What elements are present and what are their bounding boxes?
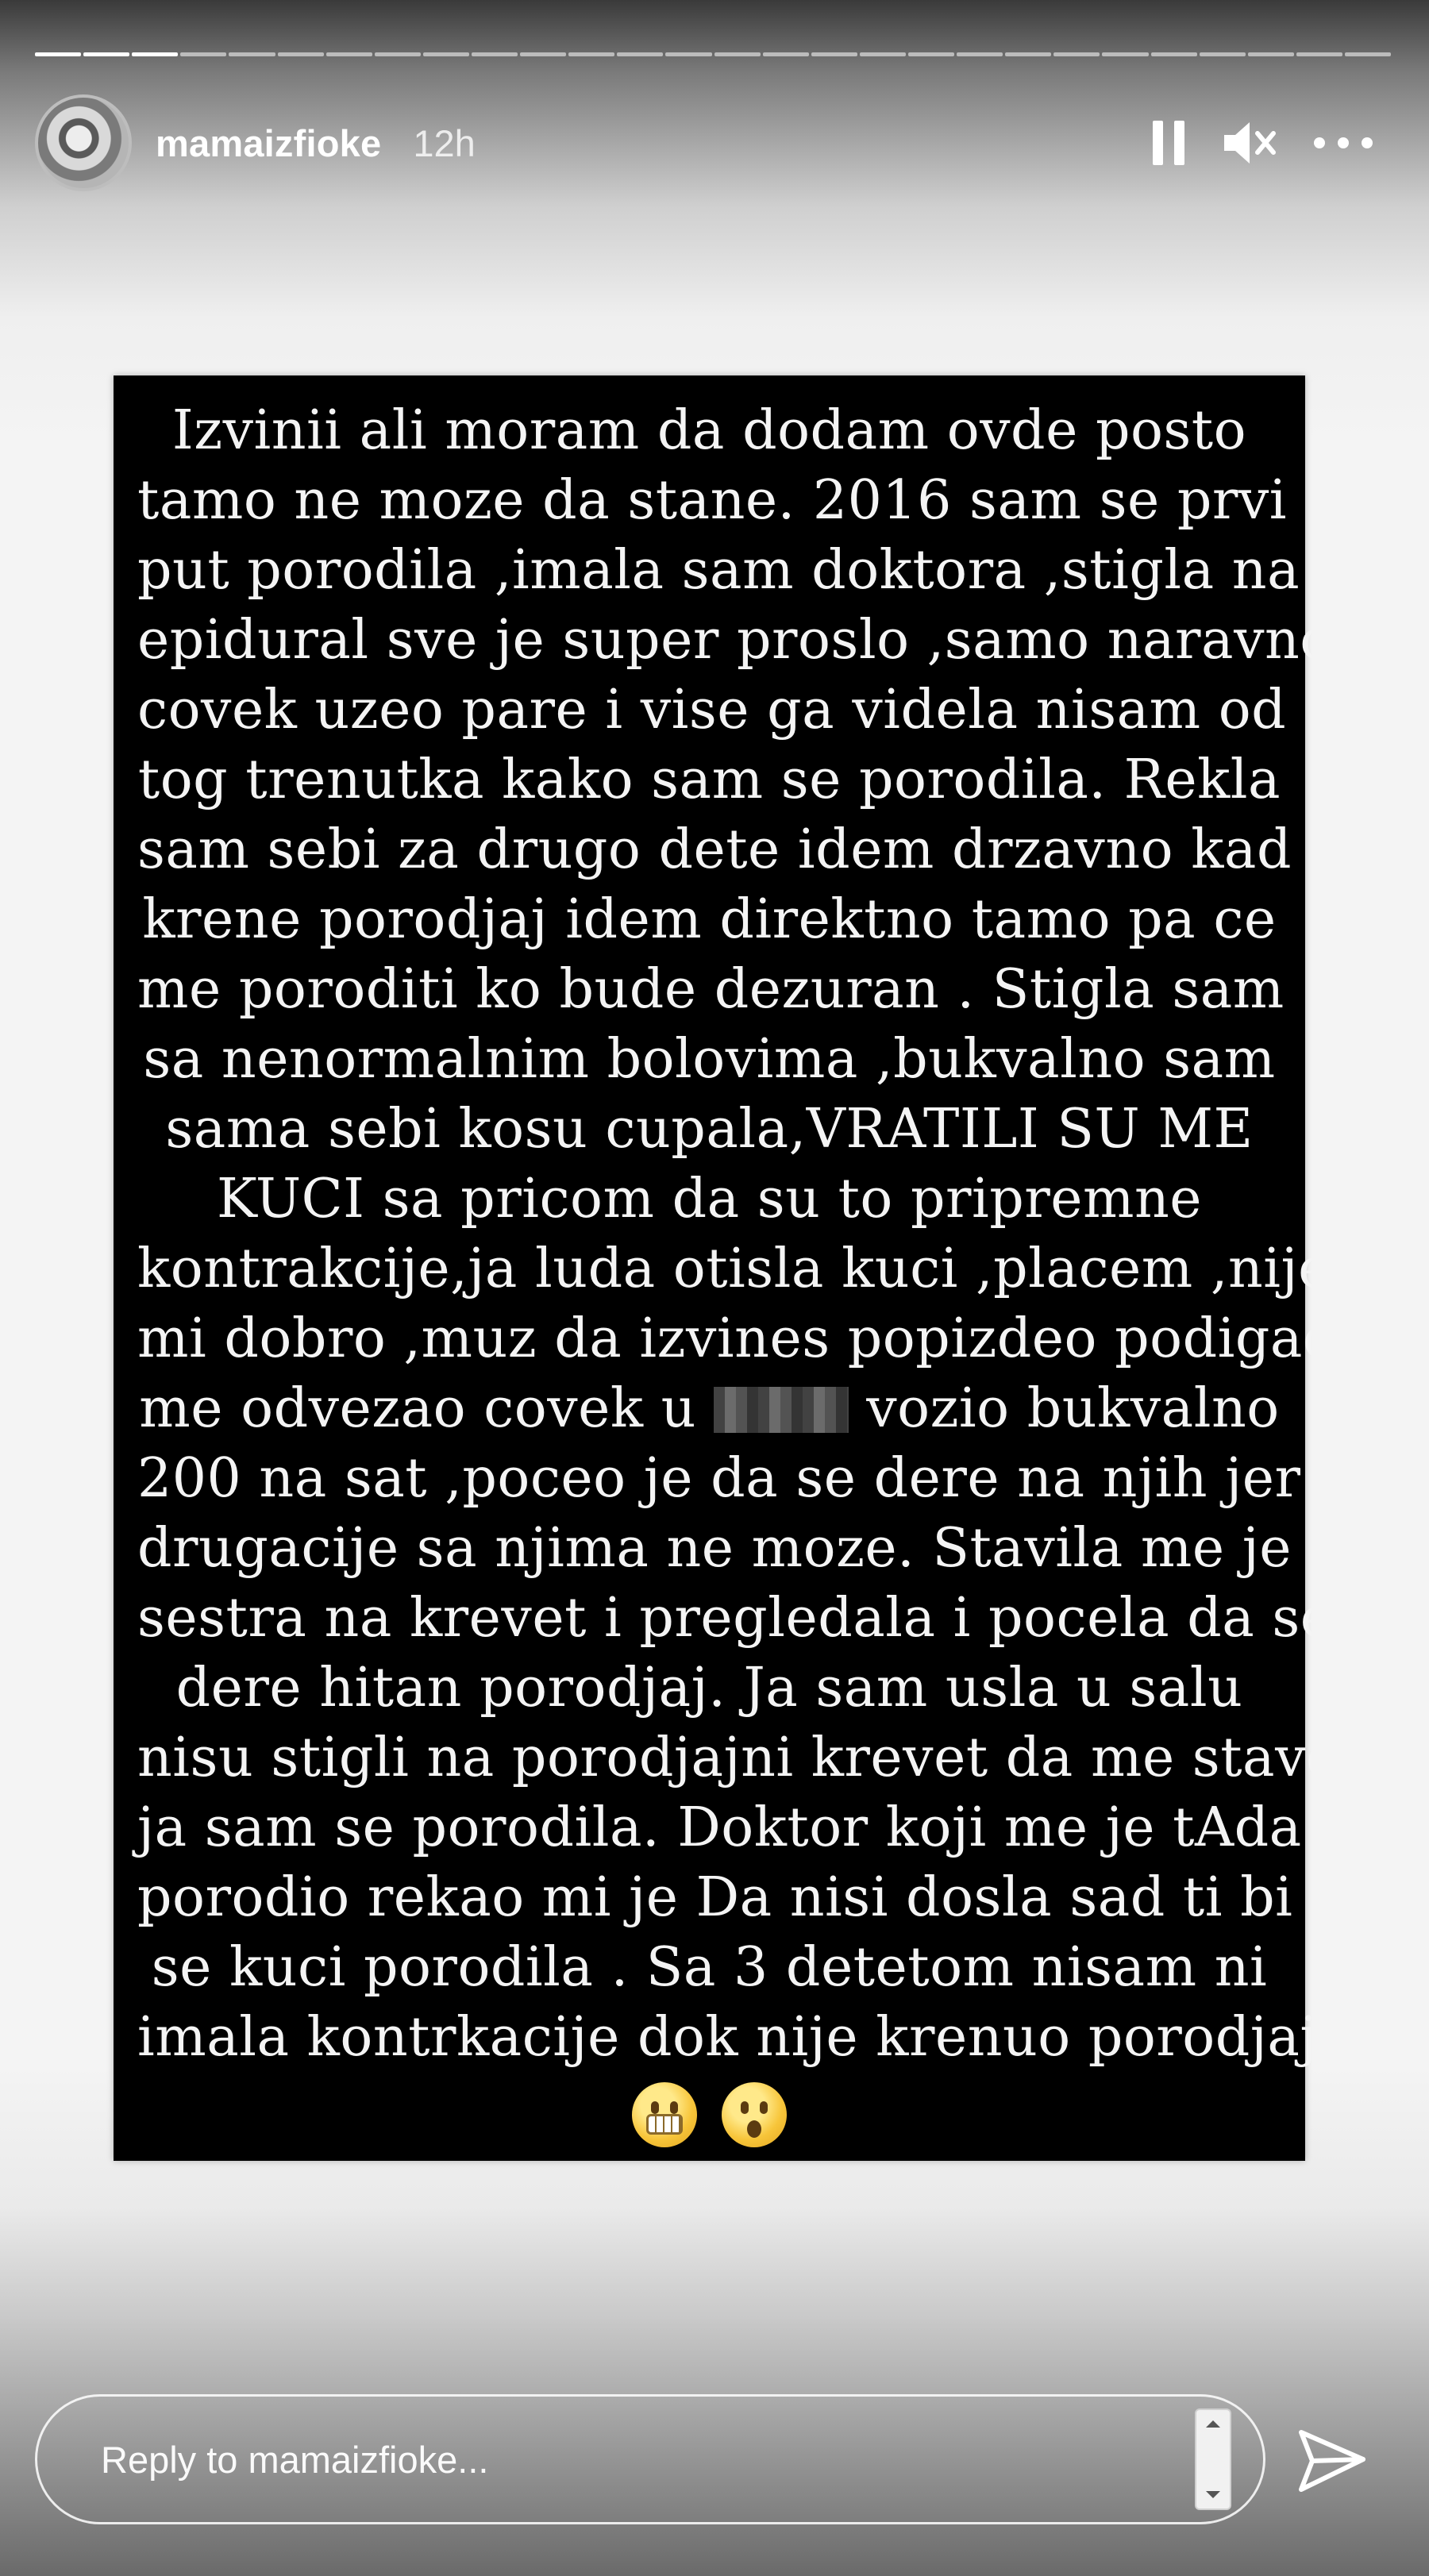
emoji-row [137,2076,1281,2147]
progress-segment [1053,52,1100,56]
story-line: me poroditi ko bude dezuran . Stigla sam [137,958,1285,1021]
censored-line-end: vozio bukvalno [866,1377,1280,1440]
progress-segment [278,52,324,56]
stepper-up-icon[interactable] [1204,2418,1222,2429]
story-line: mi dobro ,muz da izvines popizdeo podigao [137,1307,1336,1370]
story-line: tamo ne moze da stane. 2016 sam se prvi [137,469,1288,532]
story-text-card [114,375,1338,2161]
grimacing-face-emoji [632,2082,697,2147]
story-line: Izvinii ali moram da dodam ovde posto [171,399,1247,462]
story-line: epidural sve je super proslo ,samo naravno [137,609,1333,672]
progress-segment [520,52,566,56]
story-line: 200 na sat ,poceo je da se dere na njih jer [137,1447,1301,1510]
story-line: krene porodjaj idem direktno tamo pa ce [142,888,1277,951]
story-line: covek uzeo pare i vise ga videla nisam od [137,679,1287,741]
progress-segment [472,52,518,56]
progress-segment [714,52,761,56]
progress-segment [763,52,809,56]
send-button[interactable] [1294,2423,1370,2499]
progress-segment [1151,52,1197,56]
story-header [35,94,1394,192]
story-line: sam sebi za drugo dete idem drzavno kad [137,818,1292,881]
story-line: se kuci porodila . Sa 3 detetom nisam ni [151,1936,1268,1999]
reply-input[interactable] [99,2437,1195,2482]
story-line: nisu stigli na porodjajni krevet da me stave [137,1727,1338,1789]
story-line: ja sam se porodila. Doktor koji me je tAda [137,1796,1302,1859]
story-line: sa nenormalnim bolovima ,bukvalno sam [143,1028,1276,1091]
story-progress-bar [35,52,1391,59]
progress-segment [1296,52,1342,56]
hushed-face-emoji [722,2082,787,2147]
more-horizontal-icon[interactable] [1312,135,1375,151]
pause-icon[interactable] [1151,119,1186,167]
progress-segment [1200,52,1246,56]
story-line: dere hitan porodjaj. Ja sam usla u salu [175,1657,1243,1719]
reply-bar [35,2394,1265,2524]
story-line: kontrakcije,ja luda otisla kuci ,placem ,nije [137,1238,1331,1300]
progress-segment [229,52,275,56]
progress-segment [35,52,81,56]
story-text [137,396,1338,2147]
progress-segment [1248,52,1294,56]
progress-segment [617,52,663,56]
story-line: tog trenutka kako sam se porodila. Rekla [137,749,1281,811]
progress-segment [1102,52,1148,56]
progress-segment [860,52,906,56]
progress-segment [1345,52,1391,56]
censored-line-start: me odvezao covek u [139,1377,696,1440]
username[interactable]: mamaizfioke [156,121,382,164]
progress-segment [568,52,614,56]
story-line: put porodila ,imala sam doktora ,stigla na [137,539,1300,602]
progress-segment [83,52,129,56]
progress-segment [665,52,711,56]
story-line: porodio rekao mi je Da nisi dosla sad ti bi [137,1866,1293,1929]
textarea-scroll-stepper[interactable] [1195,2409,1231,2510]
story-line: sama sebi kosu cupala,VRATILI SU ME [165,1098,1254,1161]
send-icon [1296,2428,1368,2494]
progress-segment [908,52,954,56]
progress-segment [132,52,178,56]
story-line: KUCI sa pricom da su to pripremne [216,1168,1203,1230]
story-line: imala kontrkacije dok nije krenuo porodjaj [137,2006,1317,2069]
story-line-censored [137,1374,1281,1444]
progress-segment [957,52,1003,56]
story-line: drugacije sa njima ne moze. Stavila me je [137,1517,1292,1580]
progress-segment [326,52,372,56]
stepper-down-icon[interactable] [1204,2489,1222,2501]
progress-segment [1005,52,1051,56]
progress-segment [180,52,226,56]
avatar[interactable] [35,94,132,191]
muted-speaker-icon[interactable] [1221,119,1277,167]
post-time: 12h [413,121,476,164]
progress-segment [423,52,469,56]
progress-segment [811,52,857,56]
censored-text-block [714,1387,849,1433]
story-line: sestra na krevet i pregledala i pocela da se [137,1587,1333,1650]
header-controls [1151,119,1375,167]
progress-segment [375,52,421,56]
